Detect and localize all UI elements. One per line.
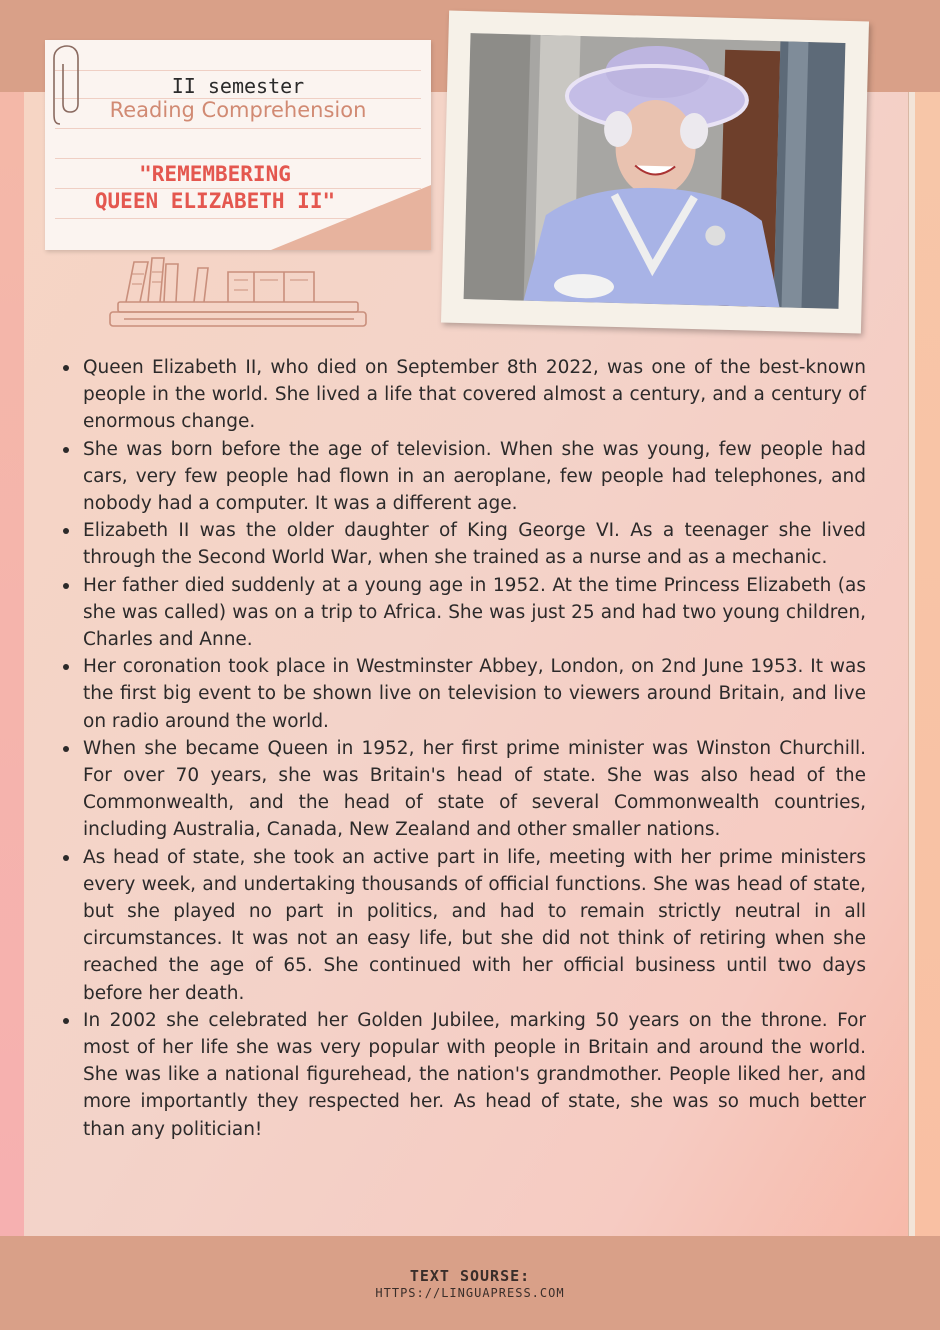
list-item: As head of state, she took an active part in life, meeting with her prime ministers every week, and undertaking thousands of official functions. She was head of state, but she played no part in politics, and had to remain strictly neutral in all circumstances. It was not an easy life, but she did not think of retiring when she reached the age of 65. She continued with her official business until two days before her death. <box>83 844 866 1007</box>
source-label: TEXT SOURSE: <box>409 1267 531 1285</box>
header-note-card <box>45 40 431 250</box>
source-url: HTTPS://LINGUAPRESS.COM <box>375 1286 565 1300</box>
document-title-line1: "REMEMBERING <box>139 162 291 186</box>
subject-label: Reading Comprehension <box>109 98 367 122</box>
list-item: In 2002 she celebrated her Golden Jubilee, marking 50 years on the throne. For most of her life she was very popular with people in Britain and around the world. She was like a national figurehead, the nation's grandmother. People liked her, and more importantly they respected her. As head of state, she was so much better than any politician! <box>83 1007 866 1143</box>
queen-photo <box>464 33 846 309</box>
list-item: Her coronation took place in Westminster Abbey, London, on 2nd June 1953. It was the first big event to be shown live on television to viewers around Britain, and live on radio around the world. <box>83 653 866 735</box>
note-rule <box>55 158 421 159</box>
paper-edge <box>908 92 915 1236</box>
bullet-list <box>60 354 866 1143</box>
photo-frame <box>441 11 869 334</box>
article-body <box>60 354 866 1143</box>
document-title-line2: QUEEN ELIZABETH II" <box>94 189 336 213</box>
list-item: Queen Elizabeth II, who died on September 8th 2022, was one of the best-known people in the world. She lived a life that covered almost a century, and a century of enormous change. <box>83 354 866 436</box>
books-icon <box>104 254 372 334</box>
list-item: Her father died suddenly at a young age in 1952. At the time Princess Elizabeth (as she was called) was on a trip to Africa. She was just 25 and had two young children, Charles and Anne. <box>83 572 866 654</box>
queen-portrait-image <box>464 33 846 309</box>
list-item: She was born before the age of television. When she was young, few people had cars, very few people had flown in an aeroplane, few people had telephones, and nobody had a computer. It was a different age. <box>83 436 866 518</box>
note-rule <box>55 128 421 129</box>
list-item: Elizabeth II was the older daughter of King George VI. As a teenager she lived through the Second World War, when she trained as a nurse and as a mechanic. <box>83 517 866 571</box>
semester-label: II semester <box>171 74 305 98</box>
note-rule <box>55 70 421 71</box>
right-stripe <box>914 92 940 1236</box>
list-item: When she became Queen in 1952, her first prime minister was Winston Churchill. For over 70 years, she was Britain's head of state. She was also head of the Commonwealth, and the head of state of several Commonwealth countries, including Australia, Canada, New Zealand and other smaller nations. <box>83 735 866 844</box>
left-stripe <box>0 92 24 1236</box>
